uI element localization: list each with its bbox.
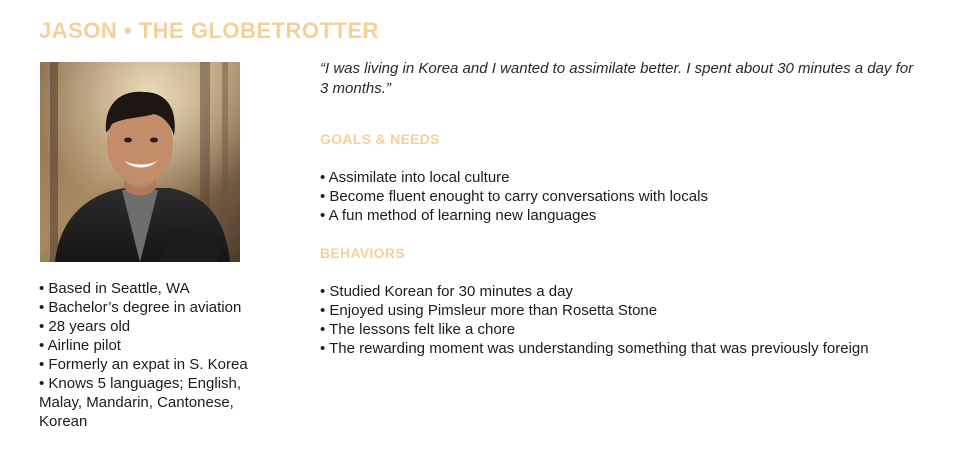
profile-fact-languages: • Knows 5 languages; English, Malay, Mandarin, Cantonese, Korean xyxy=(39,375,242,430)
profile-fact-age: • 28 years old xyxy=(39,318,131,335)
profile-fact-location: • Based in Seattle, WA xyxy=(39,280,190,297)
behavior-item: • The rewarding moment was understanding something that was previously foreign xyxy=(320,340,869,357)
behavior-item: • Enjoyed using Pimsleur more than Rosetta Stone xyxy=(320,302,658,319)
goal-item: • A fun method of learning new languages xyxy=(320,207,597,224)
profile-facts-list xyxy=(39,279,279,431)
goals-list xyxy=(320,168,940,225)
behaviors-heading: BEHAVIORS xyxy=(320,245,405,261)
behaviors-list xyxy=(320,282,940,358)
profile-fact-education: • Bachelor’s degree in aviation xyxy=(39,299,242,316)
persona-photo-illustration xyxy=(40,62,240,262)
persona-photo xyxy=(40,62,240,262)
profile-fact-expat: • Formerly an expat in S. Korea xyxy=(39,356,248,373)
goal-item: • Become fluent enought to carry conversations with locals xyxy=(320,188,708,205)
goals-heading: GOALS & NEEDS xyxy=(320,131,440,147)
goal-item: • Assimilate into local culture xyxy=(320,169,510,186)
behavior-item: • The lessons felt like a chore xyxy=(320,321,516,338)
behavior-item: • Studied Korean for 30 minutes a day xyxy=(320,283,573,300)
persona-title: JASON • THE GLOBETROTTER xyxy=(39,18,379,43)
persona-quote: “I was living in Korea and I wanted to assimilate better. I spent about 30 minutes a day for 3 months.” xyxy=(320,60,914,97)
profile-fact-occupation: • Airline pilot xyxy=(39,337,121,354)
